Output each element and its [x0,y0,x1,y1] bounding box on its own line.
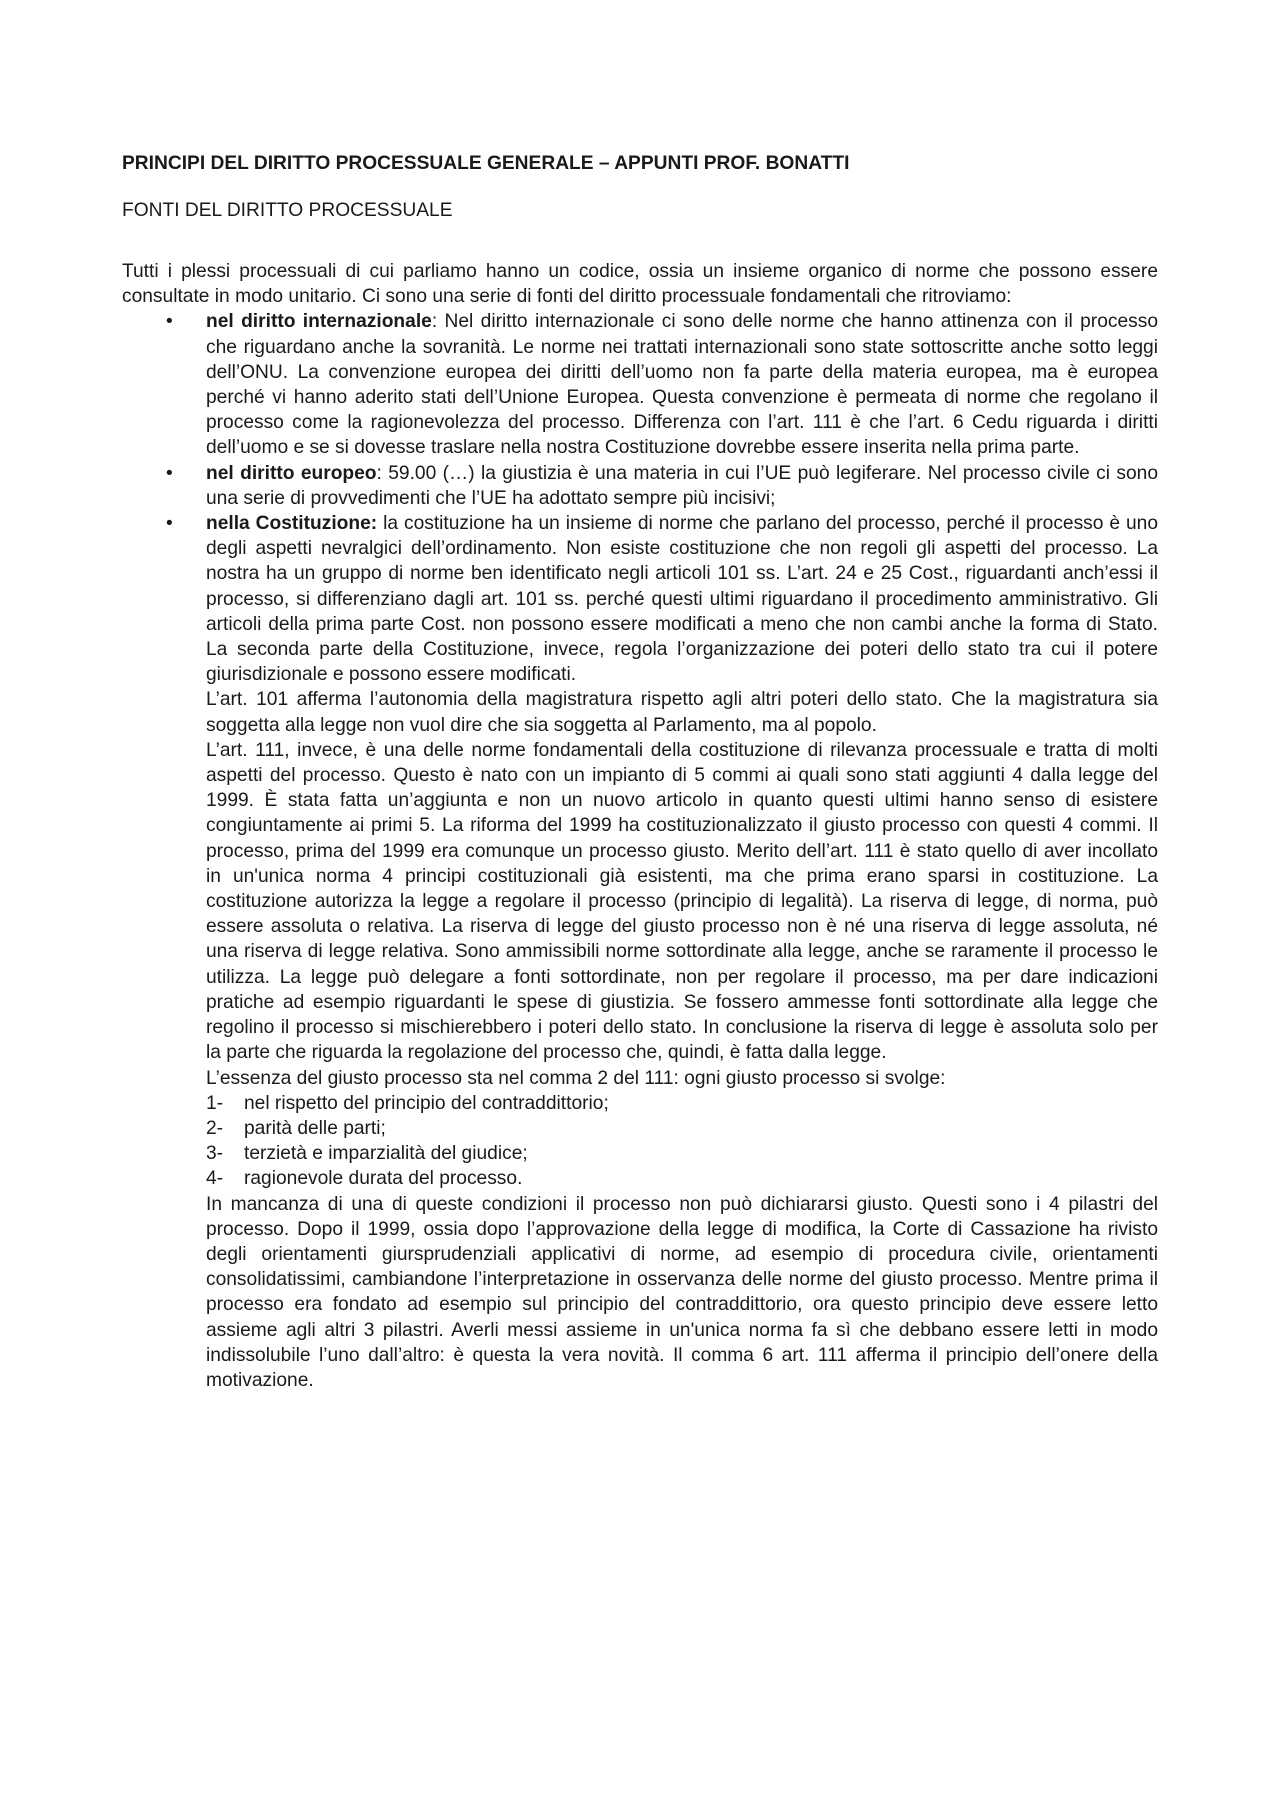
document-title: PRINCIPI DEL DIRITTO PROCESSUALE GENERALE – APPUNTI PROF. BONATTI [122,153,850,174]
list-number: 3- [206,1143,224,1165]
body-paragraph: L’art. 101 afferma l’autonomia della magistratura rispetto agli altri poteri dello stato. Che la magistratura sia soggetta alla legge non vuol dire che sia soggetta al Parlamento, ma al popolo. [206,689,1158,736]
list-item-text: parità delle parti; [244,1117,386,1139]
list-item [166,461,1158,511]
intro-paragraph: Tutti i plessi processuali di cui parliamo hanno un codice, ossia un insieme organico di norme che possono essere consultate in modo unitario. Ci sono una serie di fonti del diritto processuale fondamentali che ritroviamo: [122,261,1158,308]
sources-list [122,309,1158,1393]
bullet-lead: nella Costituzione: [206,513,378,535]
body-paragraph: L’art. 111, invece, è una delle norme fondamentali della costituzione di rilevanza processuale e tratta di molti aspetti del processo. Questo è nato con un impianto di 5 commi ai quali sono stati aggiunti 4 dalla legge del 1999. È stata fatta un’aggiunta e non un nuovo articolo in quanto questi ultimi hanno senso di esistere congiuntamente ai primi 5. La riforma del 1999 ha costituzionalizzato il giusto processo con questi 4 commi. Il processo, prima del 1999 era comunque un processo giusto. Merito dell’art. 111 è stato quello di aver incollato in un'unica norma 4 principi costituzionali già esistenti, ma che prima erano sparsi in costituzione. La costituzione autorizza la legge a regolare il processo (principio di legalità). La riserva di legge, di norma, può essere assoluta o relativa. La riserva di legge del giusto processo non è né una riserva di legge assoluta, né una riserva di legge relativa. Sono ammissibili norme sottordinate alla legge, anche se raramente il processo le utilizza. La legge può delegare a fonti sottordinate, non per regolare il processo, ma per dare indicazioni pratiche ad esempio riguardanti le spese di giustizia. Se fossero ammesse fonti sottordinate alla legge che regolino il processo si mischierebbero i poteri dello stato. In conclusione la riserva di legge è assoluta solo per la parte che riguarda la regolazione del processo che, quindi, è fatta dalla legge. [206,739,1158,1064]
list-item [206,1166,1158,1191]
bullet-icon: • [166,513,173,535]
list-item-text: terzietà e imparzialità del giudice; [244,1143,528,1165]
bullet-text: : Nel diritto internazionale ci sono delle norme che hanno attinenza con il processo che riguardano anche la sovranità. Le norme nei trattati internazionali sono state sottoscritte anche sotto leggi dell’ONU. La convenzione europea dei diritti dell’uomo non fa parte della materia europea, ma è europea perché vi hanno aderito stati dell’Unione Europea. Questa convenzione è permeata di norme che regolano il processo come la ragionevolezza del processo. Differenza con l’art. 111 è che l’art. 6 Cedu riguarda i diritti dell’uomo e se si dovesse traslare nella nostra Costituzione dovrebbe essere inserita nella prima parte. [206,311,1158,459]
list-item [166,309,1158,460]
list-item [166,511,1158,1393]
document-page [122,151,1158,1393]
section-heading: FONTI DEL DIRITTO PROCESSUALE [122,200,453,221]
bullet-lead: nel diritto europeo [206,462,377,484]
bullet-lead: nel diritto internazionale [206,311,432,333]
list-number: 1- [206,1092,224,1114]
numbered-list [206,1091,1158,1192]
bullet-text: la costituzione ha un insieme di norme che parlano del processo, perché il processo è uno degli aspetti nevralgici dell’ordinamento. Non esiste costituzione che non regoli gli aspetti del processo. La nostra ha un gruppo di norme ben identificato negli articoli 101 ss. L’art. 24 e 25 Cost., riguardanti anch’essi il processo, si differenziano dagli art. 101 ss. perché questi ultimi riguardano il procedimento amministrativo. Gli articoli della prima parte Cost. non possono essere modificati a meno che non cambi anche la forma di Stato. La seconda parte della Costituzione, invece, regola l’organizzazione dei poteri dello stato tra cui il potere giurisdizionale e possono essere modificati. [206,513,1158,686]
list-number: 4- [206,1168,224,1190]
list-item [206,1091,1158,1116]
list-item [206,1116,1158,1141]
bullet-icon: • [166,462,173,484]
bullet-text: : 59.00 (…) la giustizia è una materia in cui l’UE può legiferare. Nel processo civile ci sono una serie di provvedimenti che l’UE ha adottato sempre più incisivi; [206,462,1158,509]
body-paragraph: L’essenza del giusto processo sta nel comma 2 del 111: ogni giusto processo si svolge: [206,1067,946,1089]
list-number: 2- [206,1117,224,1139]
list-item-text: ragionevole durata del processo. [244,1168,523,1190]
list-item [206,1141,1158,1166]
bullet-icon: • [166,311,173,333]
list-item-text: nel rispetto del principio del contraddittorio; [244,1092,609,1114]
closing-paragraph: In mancanza di una di queste condizioni il processo non può dichiararsi giusto. Questi sono i 4 pilastri del processo. Dopo il 1999, ossia dopo l’approvazione della legge di modifica, la Corte di Cassazione ha rivisto degli orientamenti giursprudenziali applicativi di norme, ad esempio di procedura civile, orientamenti consolidatissimi, cambiandone l’interpretazione in osservanza delle norme del giusto processo. Mentre prima il processo era fondato ad esempio sul principio del contraddittorio, ora questo principio deve essere letto assieme agli altri 3 pilastri. Averli messi assieme in un'unica norma fa sì che debbano essere letti in modo indissolubile l’uno dall’altro: è questa la vera novità. Il comma 6 art. 111 afferma il principio dell’onere della motivazione. [206,1193,1158,1391]
